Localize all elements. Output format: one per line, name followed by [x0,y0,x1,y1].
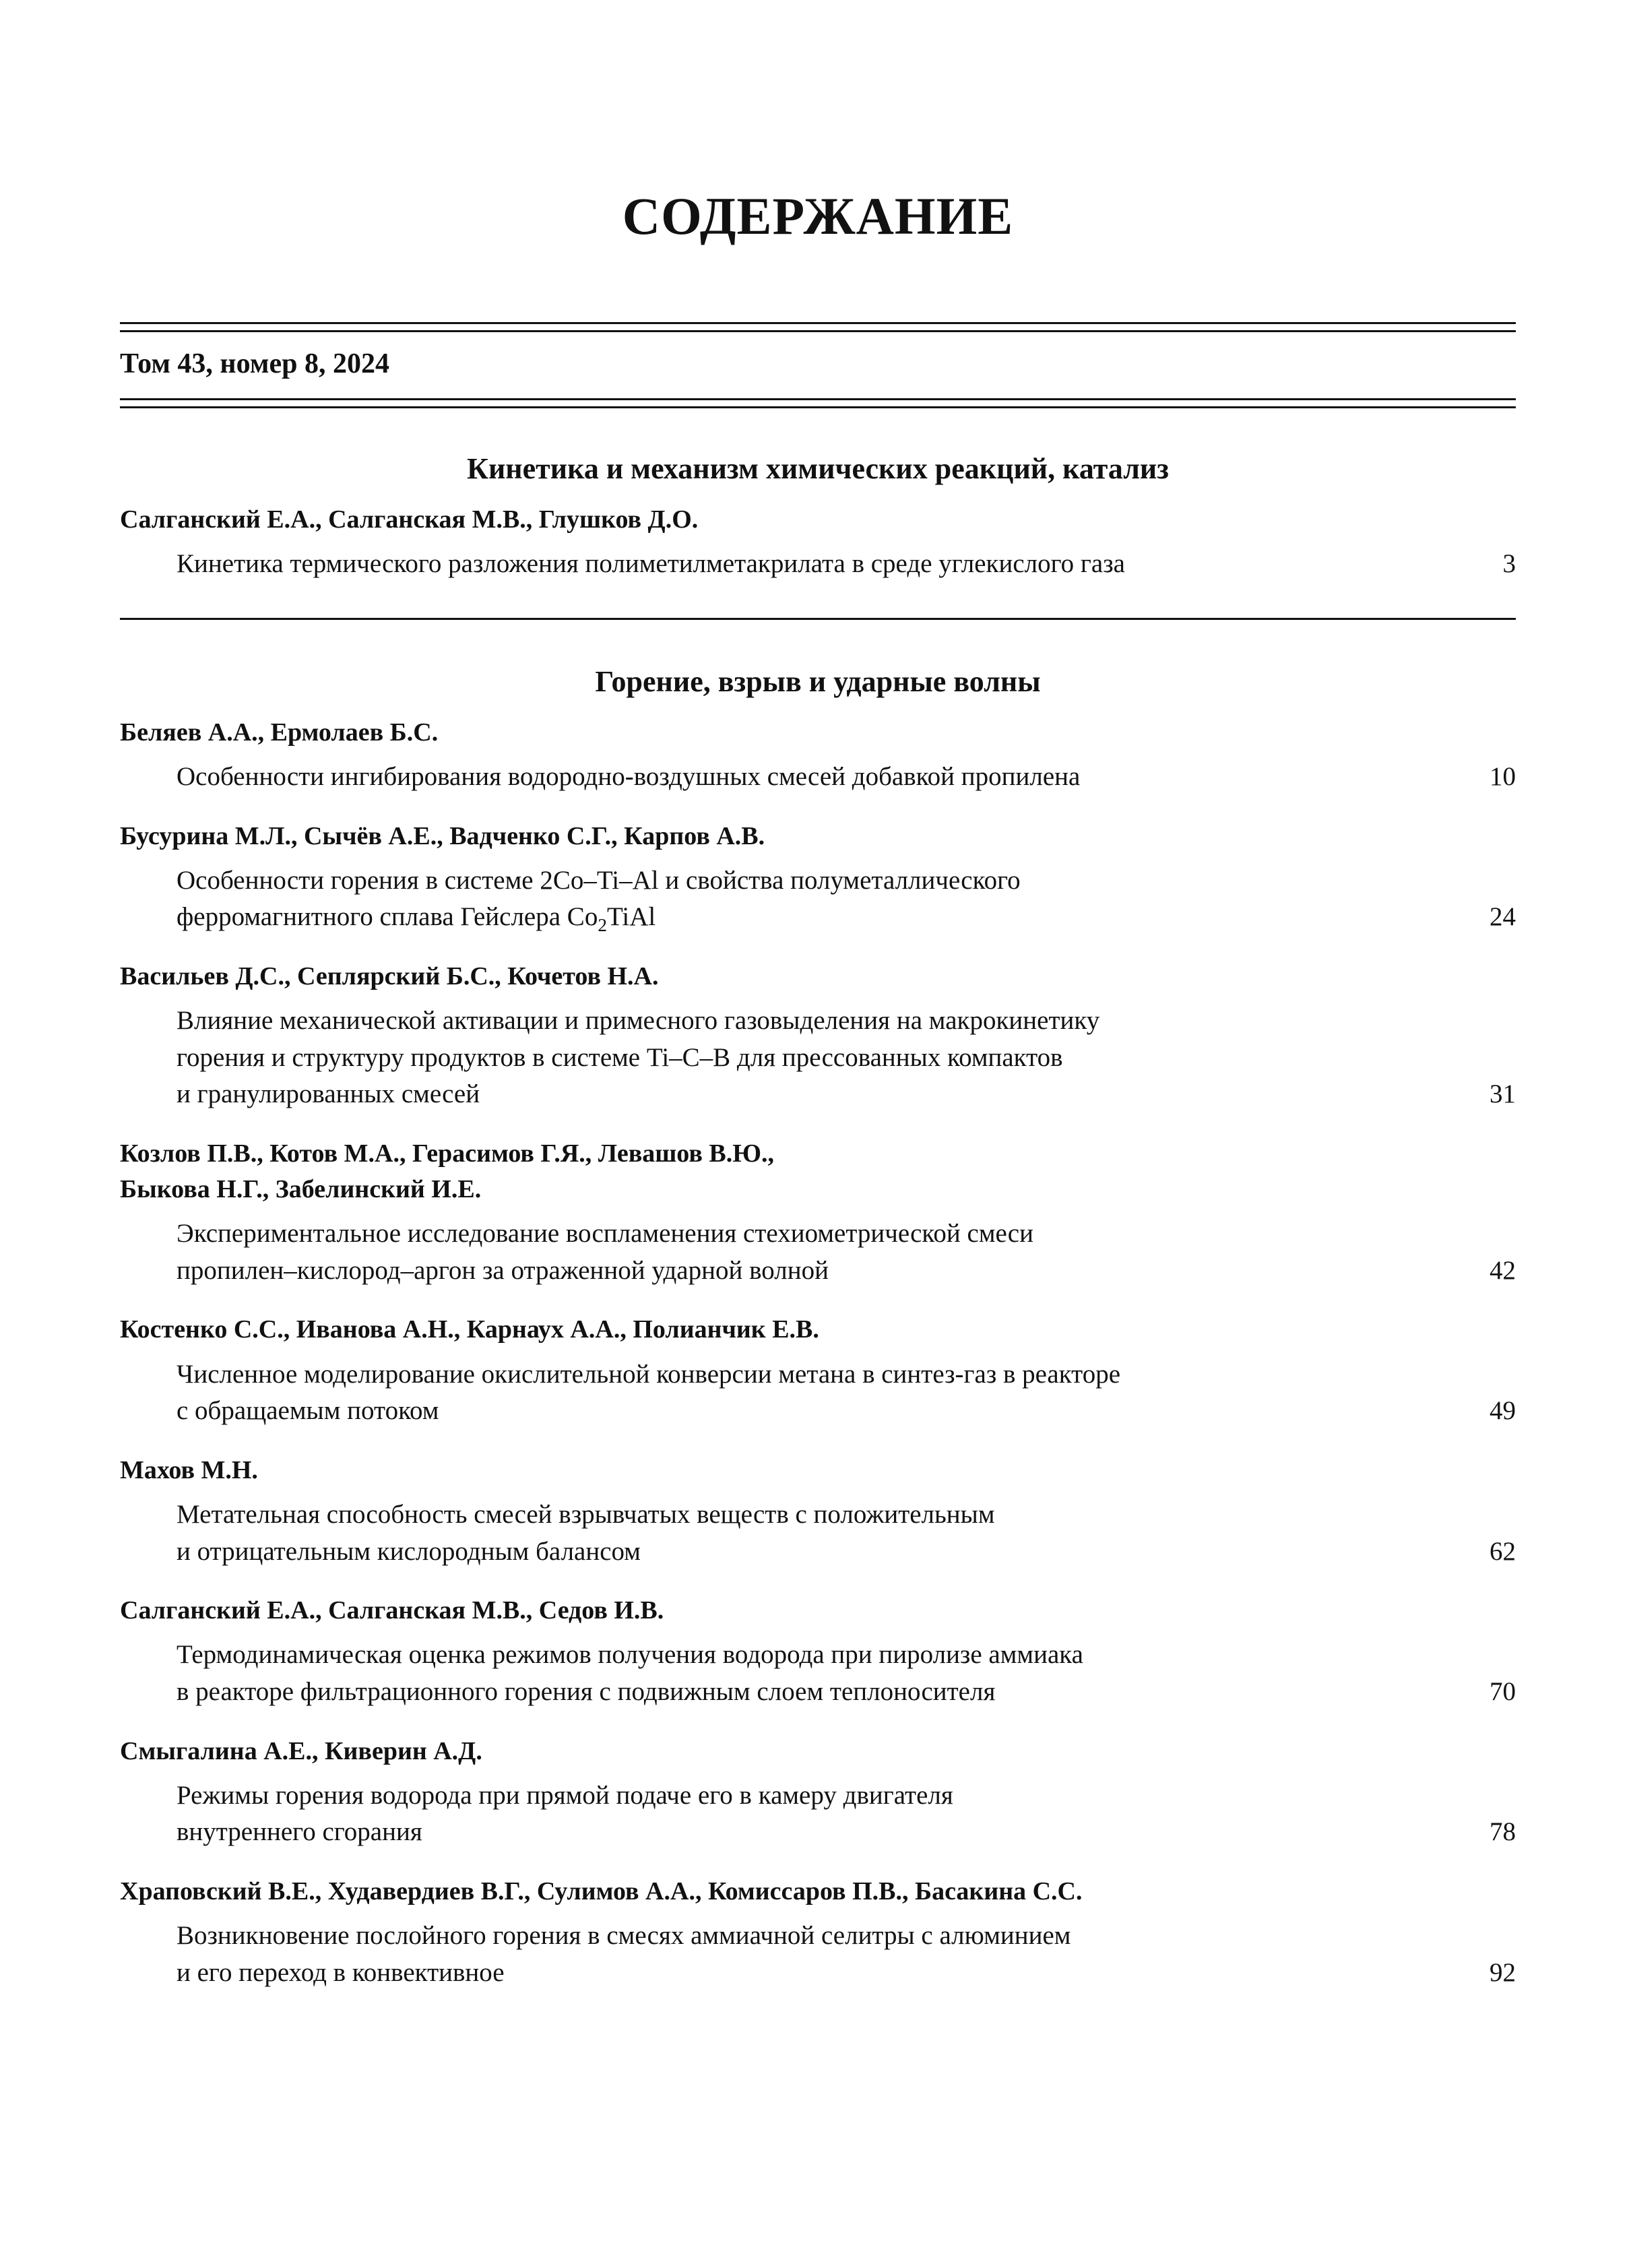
entry-title: Особенности горения в системе 2Co–Ti–Al и свойства полуметаллического ферромагнитного сплава Гейслера $Co_2TiAl$ [177,865,1021,936]
entry-page-number: 24 [1490,902,1516,932]
entry-title: Режимы горения водорода при прямой подаче его в камеру двигателя внутреннего сгорания [177,1780,953,1847]
entry-authors: Васильев Д.С., Сеплярский Б.С., Кочетов Н.А. [120,962,659,990]
entry-page-number: 49 [1490,1396,1516,1426]
toc-entry[interactable] [120,1874,1516,1991]
entry-authors: Беляев А.А., Ермолаев Б.С. [120,718,439,747]
entry-authors: Бусурина М.Л., Сычёв А.Е., Вадченко С.Г., Карпов А.В. [120,821,765,850]
entry-title: Влияние механической активации и примесного газовыделения на макрокинетику горения и структуру продуктов в системе Ti–C–B для прессованных компактов и гранулированных смесей [177,1006,1100,1109]
formula-subscript: 2 [598,915,607,936]
toc-entry[interactable] [120,1453,1516,1570]
toc-entry[interactable] [120,1734,1516,1851]
entry-authors: Салганский Е.А., Салганская М.В., Седов И.В. [120,1596,664,1625]
toc-entry[interactable] [120,959,1516,1113]
entry-authors: Козлов П.В., Котов М.А., Герасимов Г.Я., Левашов В.Ю., Быкова Н.Г., Забелинский И.Е. [120,1139,775,1204]
toc-entry[interactable] [120,819,1516,936]
entry-authors: Салганский Е.А., Салганская М.В., Глушков Д.О. [120,505,699,534]
toc-entry[interactable] [120,1312,1516,1429]
entry-title: Кинетика термического разложения полиметилметакрилата в среде углекислого газа [177,549,1125,579]
entry-page-number: 70 [1490,1676,1516,1706]
entry-page-number: 78 [1490,1817,1516,1847]
contents-page [120,0,1516,1991]
entry-page-number: 31 [1490,1079,1516,1109]
page-title: СОДЕРЖАНИЕ [622,187,1014,245]
entry-title: Метательная способность смесей взрывчатых веществ с положительным и отрицательным кислородным балансом [177,1500,995,1566]
entry-title: Возникновение послойного горения в смесях аммиачной селитры с алюминием и его переход в конвективное [177,1921,1071,1987]
entry-authors: Храповский В.Е., Худавердиев В.Г., Сулимов А.А., Комиссаров П.В., Басакина С.С. [120,1877,1083,1905]
entry-page-number: 92 [1490,1957,1516,1987]
section-divider [120,618,1516,620]
toc-entry[interactable] [120,1136,1516,1290]
issue-info: Том 43, номер 8, 2024 [120,348,389,379]
entry-authors: Костенко С.С., Иванова А.Н., Карнаух А.А., Полианчик Е.В. [120,1315,819,1344]
toc-entry[interactable] [120,1593,1516,1710]
section-title: Кинетика и механизм химических реакций, катализ [467,452,1169,486]
entry-title: Термодинамическая оценка режимов получения водорода при пиролизе аммиака в реакторе фильтрационного горения с подвижным слоем теплоносителя [177,1640,1083,1706]
header-rule-top [120,322,1516,332]
entry-title: Экспериментальное исследование воспламенения стехиометрической смеси пропилен–кислород–аргон за отраженной ударной волной [177,1219,1033,1285]
entry-title: Численное моделирование окислительной конверсии метана в синтез-газ в реакторе с обращаемым потоком [177,1359,1121,1426]
toc-entry[interactable] [120,502,1516,583]
header-rule-bottom [120,398,1516,408]
entry-authors: Смыгалина А.Е., Киверин А.Д. [120,1736,482,1765]
entry-page-number: 10 [1490,761,1516,791]
entry-title: Особенности ингибирования водородно-воздушных смесей добавкой пропилена [177,761,1081,791]
toc-entry[interactable] [120,715,1516,796]
entry-page-number: 42 [1490,1255,1516,1285]
entry-page-number: 3 [1502,549,1516,579]
entry-page-number: 62 [1490,1536,1516,1566]
section-title: Горение, взрыв и ударные волны [595,664,1041,698]
entry-authors: Махов М.Н. [120,1455,258,1484]
